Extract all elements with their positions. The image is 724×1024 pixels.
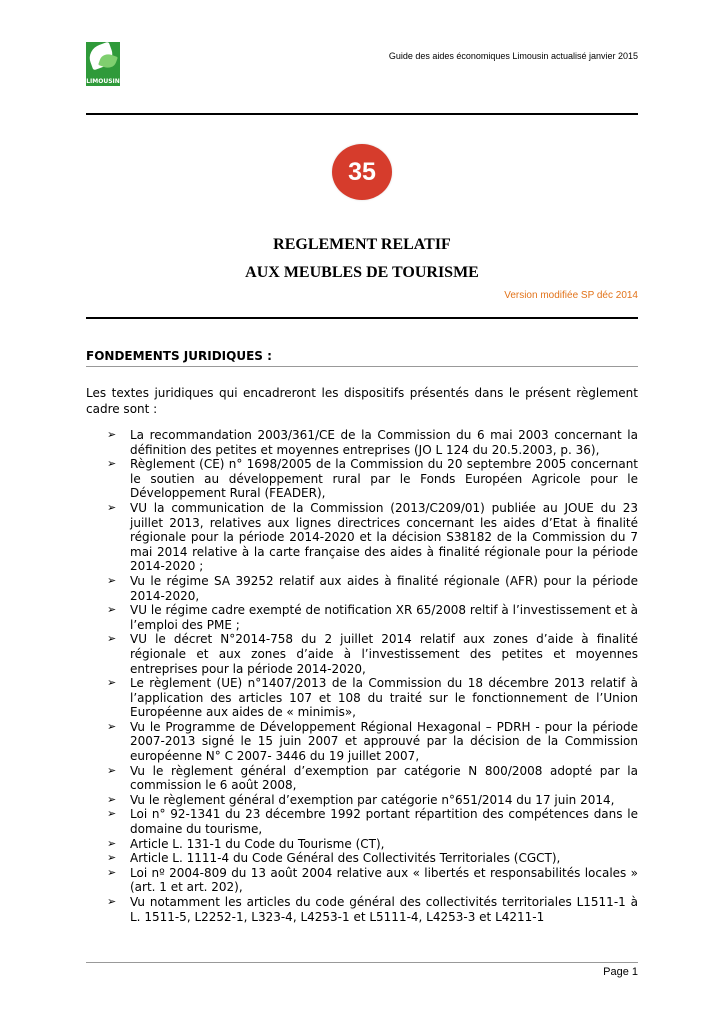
list-item-text: Vu le Programme de Développement Régional Hexagonal – PDRH - pour la période 2007-2013 signé le 15 juin 2007 et approuvé par la décision de la Commission européenne N° C 2007- 3446 du 19 juillet 2007, xyxy=(130,719,638,764)
version-note: Version modifiée SP déc 2014 xyxy=(504,290,638,301)
legal-basis-list xyxy=(86,428,638,924)
arrow-bullet-icon: ➢ xyxy=(107,836,117,850)
list-item xyxy=(86,764,638,793)
page-title-line-2: AUX MEUBLES DE TOURISME xyxy=(245,264,479,281)
arrow-bullet-icon: ➢ xyxy=(107,500,117,514)
list-item-text: Article L. 1111-4 du Code Général des Collectivités Territoriales (CGCT), xyxy=(130,851,561,866)
list-item xyxy=(86,632,638,676)
arrow-bullet-icon: ➢ xyxy=(107,763,117,777)
arrow-bullet-icon: ➢ xyxy=(107,676,117,690)
arrow-bullet-icon: ➢ xyxy=(107,457,117,471)
list-item-text: La recommandation 2003/361/CE de la Commission du 6 mai 2003 concernant la définition des petites et moyennes entreprises (JO L 124 du 20.5.2003, p. 36), xyxy=(130,428,638,457)
footer-divider xyxy=(86,962,638,963)
logo-text: LIMOUSIN xyxy=(86,78,120,85)
list-item xyxy=(86,851,638,866)
arrow-bullet-icon: ➢ xyxy=(107,792,117,806)
list-item xyxy=(86,793,638,808)
list-item-text: Article L. 131-1 du Code du Tourisme (CT), xyxy=(130,836,385,851)
list-item xyxy=(86,676,638,720)
list-item xyxy=(86,428,638,457)
arrow-bullet-icon: ➢ xyxy=(107,807,117,821)
section-number-badge: 35 xyxy=(332,144,392,200)
page-title-line-1: REGLEMENT RELATIF xyxy=(273,236,451,253)
list-item xyxy=(86,574,638,603)
list-item-text: VU le décret N°2014-758 du 2 juillet 2014 relatif aux zones d’aide à finalité régionale et aux zones d’aide à l’investissement des petites et moyennes entreprises pour la période 2014-2020, xyxy=(130,632,638,676)
arrow-bullet-icon: ➢ xyxy=(107,719,117,733)
arrow-bullet-icon: ➢ xyxy=(107,895,117,908)
intro-paragraph: Les textes juridiques qui encadreront les dispositifs présentés dans le présent règlement cadre sont : xyxy=(86,386,638,416)
list-item xyxy=(86,837,638,852)
list-item-text: Vu notamment les articles du code général des collectivités territoriales L1511-1 à L. 1511-5, L2252-1, L323-4, L4253-1 et L5111-4, L4253-3 et L4211-1 xyxy=(130,895,638,924)
list-item-text: Le règlement (UE) n°1407/2013 de la Commission du 18 décembre 2013 relatif à l’application des articles 107 et 108 du traité sur le fonctionnement de l’Union Européenne aux aides de « minimis», xyxy=(130,676,638,720)
list-item-text: Règlement (CE) n° 1698/2005 de la Commission du 20 septembre 2005 concernant le soutien au développement rural par le Fonds Européen Agricole pour le Développement Rural (FEADER), xyxy=(130,457,638,501)
arrow-bullet-icon: ➢ xyxy=(107,632,117,646)
list-item xyxy=(86,501,638,574)
section-heading: FONDEMENTS JURIDIQUES : xyxy=(86,349,272,363)
section-heading-underline xyxy=(86,366,638,367)
list-item xyxy=(86,603,638,632)
arrow-bullet-icon: ➢ xyxy=(107,428,117,441)
list-item xyxy=(86,720,638,764)
list-item xyxy=(86,866,638,895)
arrow-bullet-icon: ➢ xyxy=(107,865,117,879)
list-item-text: Vu le règlement général d’exemption par catégorie N 800/2008 adopté par la commission le 6 août 2008, xyxy=(130,763,638,793)
arrow-bullet-icon: ➢ xyxy=(107,851,117,865)
list-item-text: Loi n° 92-1341 du 23 décembre 1992 portant répartition des compétences dans le domaine du tourisme, xyxy=(130,807,638,837)
arrow-bullet-icon: ➢ xyxy=(107,603,117,617)
header-divider xyxy=(86,113,638,115)
list-item xyxy=(86,895,638,924)
page-number: Page 1 xyxy=(603,966,638,978)
document-header-title: Guide des aides économiques Limousin actualisé janvier 2015 xyxy=(388,51,638,61)
list-item xyxy=(86,457,638,501)
list-item xyxy=(86,807,638,836)
title-divider xyxy=(86,317,638,319)
list-item-text: Vu le règlement général d’exemption par catégorie n°651/2014 du 17 juin 2014, xyxy=(130,792,615,807)
list-item-text: VU la communication de la Commission (2013/C209/01) publiée au JOUE du 23 juillet 2013, relatives aux lignes directrices concernant les aides d’Etat à finalité régionale pour la période 2014-2020 et la décision S38182 de la Commission du 7 mai 2014 relative à la carte française des aides à finalité régionale pour la période 2014-2020 ; xyxy=(130,500,638,574)
list-item-text: Loi nº 2004-809 du 13 août 2004 relative aux « libertés et responsabilités locales » (art. 1 et art. 202), xyxy=(130,865,638,895)
arrow-bullet-icon: ➢ xyxy=(107,573,117,587)
list-item-text: VU le régime cadre exempté de notification XR 65/2008 reltif à l’investissement et à l’emploi des PME ; xyxy=(130,603,638,632)
limousin-logo xyxy=(86,42,120,86)
list-item-text: Vu le régime SA 39252 relatif aux aides à finalité régionale (AFR) pour la période 2014-2020, xyxy=(130,573,638,603)
